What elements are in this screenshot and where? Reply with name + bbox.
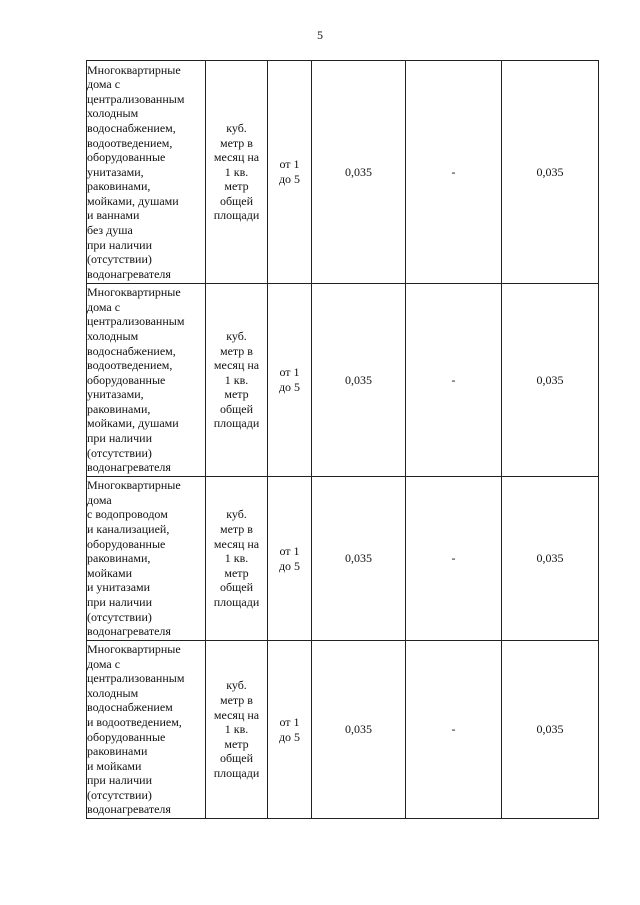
- tariff-table: [86, 60, 599, 819]
- table-row: [87, 477, 599, 641]
- value-2-cell: -: [406, 284, 502, 477]
- value-2-cell: -: [406, 477, 502, 641]
- value-3-cell: 0,035: [502, 477, 599, 641]
- floors-cell: от 1 до 5: [268, 284, 312, 477]
- floors-cell: от 1 до 5: [268, 477, 312, 641]
- value-1-cell: 0,035: [312, 284, 406, 477]
- floors-cell: от 1 до 5: [268, 61, 312, 284]
- unit-cell: куб. метр в месяц на 1 кв. метр общей площади: [206, 61, 268, 284]
- value-3-cell: 0,035: [502, 284, 599, 477]
- building-type-cell: Многоквартирные дома с централизованным холодным водоснабжением, водоотведением, оборудованные унитазами, раковинами, мойками, душами при наличии (отсутствии) водонагревателя: [87, 284, 206, 477]
- value-3-cell: 0,035: [502, 61, 599, 284]
- building-type-cell: Многоквартирные дома с водопроводом и канализацией, оборудованные раковинами, мойками и унитазами при наличии (отсутствии) водонагревателя: [87, 477, 206, 641]
- value-2-cell: -: [406, 641, 502, 819]
- table-row: [87, 284, 599, 477]
- unit-cell: куб. метр в месяц на 1 кв. метр общей площади: [206, 641, 268, 819]
- value-1-cell: 0,035: [312, 641, 406, 819]
- unit-cell: куб. метр в месяц на 1 кв. метр общей площади: [206, 284, 268, 477]
- unit-cell: куб. метр в месяц на 1 кв. метр общей площади: [206, 477, 268, 641]
- table-row: [87, 641, 599, 819]
- value-2-cell: -: [406, 61, 502, 284]
- value-1-cell: 0,035: [312, 61, 406, 284]
- value-1-cell: 0,035: [312, 477, 406, 641]
- floors-cell: от 1 до 5: [268, 641, 312, 819]
- table-row: [87, 61, 599, 284]
- page-number: 5: [317, 28, 323, 42]
- value-3-cell: 0,035: [502, 641, 599, 819]
- building-type-cell: Многоквартирные дома с централизованным холодным водоснабжением, водоотведением, оборудованные унитазами, раковинами, мойками, душами и ваннами без душа при наличии (отсутствии) водонагревателя: [87, 61, 206, 284]
- building-type-cell: Многоквартирные дома с централизованным холодным водоснабжением и водоотведением, оборудованные раковинами и мойками при наличии (отсутствии) водонагревателя: [87, 641, 206, 819]
